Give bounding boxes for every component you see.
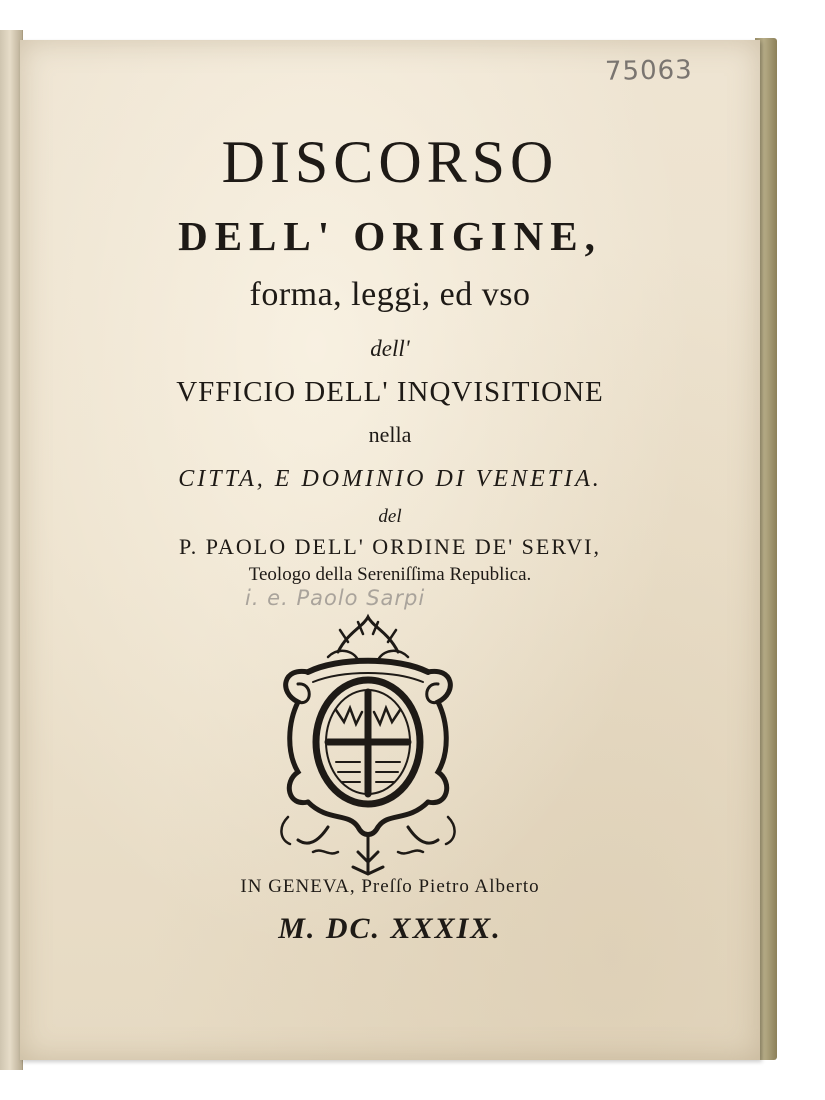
title-line-nella: nella: [368, 422, 412, 447]
title-line-citta: CITTA, E DOMINIO DI VENETIA.: [178, 466, 602, 492]
imprint-year: M. DC. XXXIX.: [278, 912, 502, 945]
inventory-number: 75063: [604, 55, 693, 87]
title-page: [20, 40, 760, 1060]
title-line-del: del: [378, 506, 402, 527]
title-line-dell: dell': [370, 336, 410, 361]
coat-of-arms-emblem: [268, 612, 468, 882]
title-line-forma: forma, leggi, ed vso: [249, 276, 531, 313]
pencil-annotation: i. e. Paolo Sarpi: [245, 586, 426, 610]
imprint-place: IN GENEVA, Preſſo Pietro Alberto: [240, 876, 540, 897]
author-title-line: Teologo della Sereniſſima Republica.: [248, 564, 532, 585]
title-line-origine: DELL' ORIGINE,: [178, 213, 602, 259]
author-line: P. PAOLO DELL' ORDINE DE' SERVI,: [179, 534, 601, 559]
title-line-discorso: DISCORSO: [221, 129, 559, 195]
title-line-vfficio: VFFICIO DELL' INQVISITIONE: [176, 376, 604, 408]
